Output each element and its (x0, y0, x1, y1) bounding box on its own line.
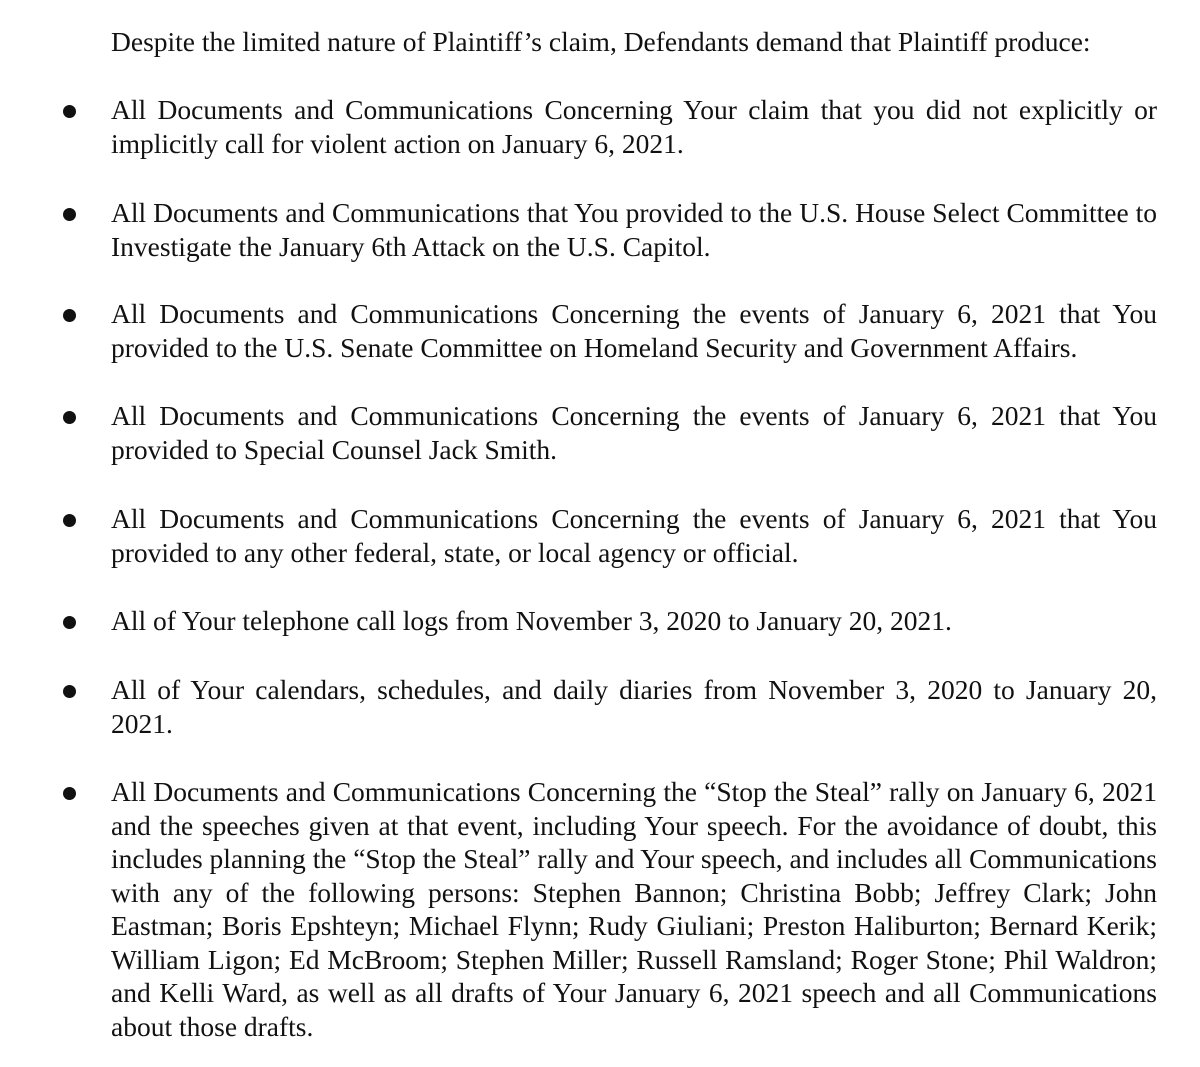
list-item-text: All of Your telephone call logs from November 3, 2020 to January 20, 2021. (111, 605, 952, 636)
intro-paragraph: Despite the limited nature of Plaintiff’s claim, Defendants demand that Plaintiff produce: (111, 26, 1091, 57)
bullet-icon (63, 787, 76, 800)
bullet-icon (63, 411, 76, 424)
list-item-text: All of Your calendars, schedules, and daily diaries from November 3, 2020 to January 20, 2021. (111, 674, 1157, 739)
bullet-icon (63, 616, 76, 629)
bullet-icon (63, 309, 76, 322)
bullet-icon (63, 105, 76, 118)
list-item-text: All Documents and Communications Concerning the events of January 6, 2021 that You provided to any other federal, state, or local agency or official. (111, 503, 1157, 568)
list-item-text: All Documents and Communications Concerning the events of January 6, 2021 that You provided to the U.S. Senate Committee on Homeland Security and Government Affairs. (111, 298, 1157, 363)
list-item-text: All Documents and Communications that You provided to the U.S. House Select Committee to Investigate the January 6th Attack on the U.S. Capitol. (111, 197, 1157, 262)
bullet-icon (63, 514, 76, 527)
bullet-icon (63, 208, 76, 221)
list-item-text: All Documents and Communications Concerning the “Stop the Steal” rally on January 6, 2021 and the speeches given at that event, including Your speech. For the avoidance of doubt, this includes planning the “Stop the Steal” rally and Your speech, and includes all Communications with any of the following persons: Stephen Bannon; Christina Bobb; Jeffrey Clark; John Eastman; Boris Epshteyn; Michael Flynn; Rudy Giuliani; Preston Haliburton; Bernard Kerik; William Ligon; Ed McBroom; Stephen Miller; Russell Ramsland; Roger Stone; Phil Waldron; and Kelli Ward, as well as all drafts of Your January 6, 2021 speech and all Communications about those drafts. (111, 776, 1157, 1042)
bullet-icon (63, 685, 76, 698)
list-item-text: All Documents and Communications Concerning Your claim that you did not explicitly or implicitly call for violent action on January 6, 2021. (111, 94, 1157, 159)
list-item-text: All Documents and Communications Concerning the events of January 6, 2021 that You provided to Special Counsel Jack Smith. (111, 400, 1157, 465)
